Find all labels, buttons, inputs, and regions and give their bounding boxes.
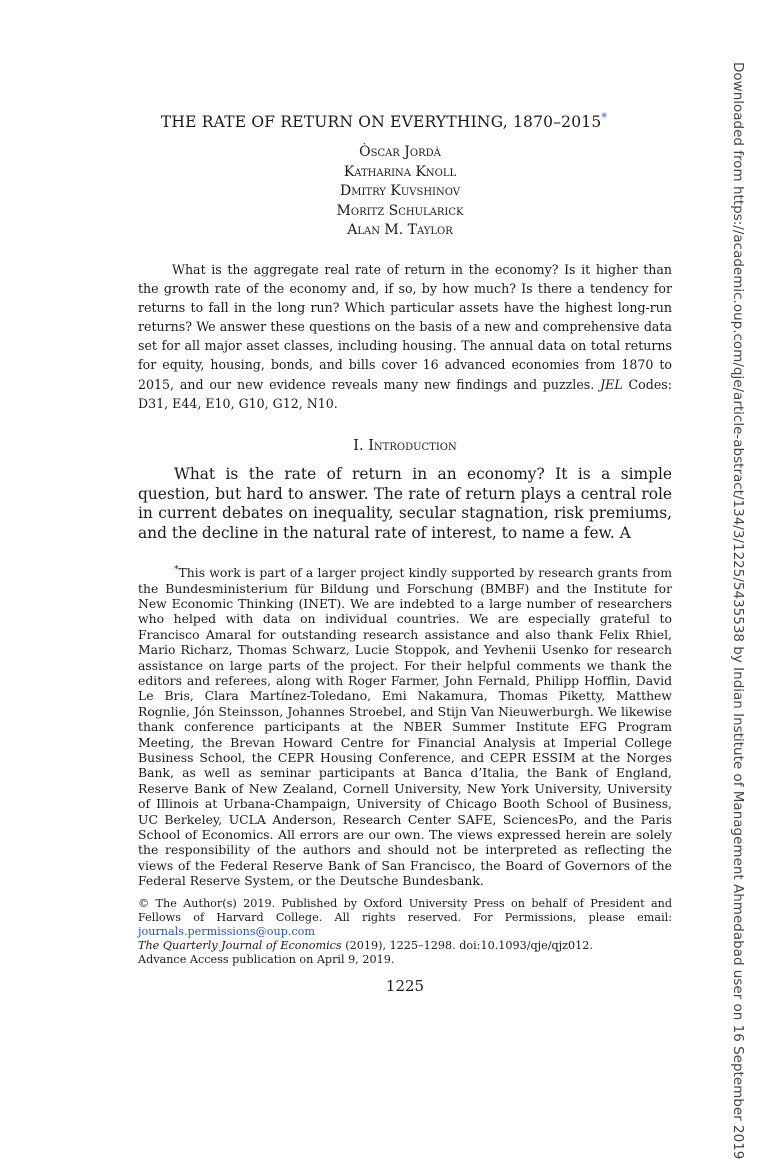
title-footnote-marker[interactable]: * <box>601 111 608 124</box>
copyright-block <box>138 897 672 967</box>
permissions-email-link[interactable]: journals.permissions@oup.com <box>138 925 316 938</box>
author-name: Dmitry Kuvshinov <box>340 183 460 199</box>
jel-codes: Codes: D31, E44, E10, G10, G12, N10. <box>138 376 672 411</box>
advance-access: Advance Access publication on April 9, 2019. <box>138 953 395 966</box>
download-banner: Downloaded from https://academic.oup.com/qje/article-abstract/134/3/1225/5435538 by Indian Institute of Management Ahmedabad user on 16 September 2019 <box>730 62 746 1159</box>
jel-label: JEL <box>600 376 623 392</box>
author-name: Alan M. Taylor <box>347 222 453 238</box>
footnote-marker: * <box>174 565 179 575</box>
journal-citation <box>138 939 672 953</box>
footnote-text: This work is part of a larger project kindly supported by research grants from the Bundesministerium für Bildung und Forschung (BMBF) and the Institute for New Economic Thinking (INET). We are indebted to a large number of researchers who helped with data on individual countries. We are especially grateful to Francisco Amaral for outstanding research assistance and also thank Felix Rhiel, Mario Richarz, Thomas Schwarz, Lucie Stoppok, and Yevhenii Usenko for research assistance on large parts of the project. For their helpful comments we thank the editors and referees, along with Roger Farmer, John Fernald, Philipp Hofflin, David Le Bris, Clara Martínez-Toledano, Emi Nakamura, Thomas Piketty, Matthew Rognlie, Jón Steinsson, Johannes Stroebel, and Stijn Van Nieuwerburgh. We likewise thank conference participants at the NBER Summer Institute EFG Program Meeting, the Brevan Howard Centre for Financial Analysis at Imperial College Business School, the CEPR Housing Conference, and CEPR ESSIM at the Norges Bank, as well as seminar participants at Banca d’Italia, the Bank of England, Reserve Bank of New Zealand, Cornell University, New York University, University of Illinois at Urbana-Champaign, University of Chicago Booth School of Business, UC Berkeley, UCLA Anderson, Research Center SAFE, SciencesPo, and the Paris School of Economics. All errors are our own. The views expressed herein are solely the responsibility of the authors and should not be interpreted as reflecting the views of the Federal Reserve Bank of San Francisco, the Board of Governors of the Federal Reserve System, or the Deutsche Bundesbank. <box>138 565 672 889</box>
author-name: Moritz Schularick <box>336 202 464 219</box>
author-name: Katharina Knoll <box>343 163 457 180</box>
page-number: 1225 <box>385 977 425 995</box>
title-text: THE RATE OF RETURN ON EVERYTHING, 1870–2015 <box>160 113 602 132</box>
section-title: Introduction <box>368 438 457 454</box>
acknowledgement-footnote <box>138 563 672 889</box>
abstract-text: What is the aggregate real rate of return in the economy? Is it higher than the growth rate of the economy and, if so, by how much? Is there a tendency for returns to fall in the long run? Which particular assets have the highest long-run returns? We answer these questions on the basis of a new and comprehensive data set for all major asset classes, including housing. The annual data on total returns for equity, housing, bonds, and bills cover 16 advanced economies from 1870 to 2015, and our new evidence reveals many new findings and puzzles. <box>138 262 672 392</box>
intro-paragraph: What is the rate of return in an economy? It is a simple question, but hard to answer. The rate of return plays a central role in current debates on inequality, secular stagnation, risk premiums, and the decline in the natural rate of interest, to name a few. A <box>138 465 672 542</box>
copyright-text: © The Author(s) 2019. Published by Oxford University Press on behalf of President and Fellows of Harvard College. All rights reserved. For Permissions, please email: <box>138 897 672 924</box>
section-number: I. <box>353 438 364 454</box>
citation-details: (2019), 1225–1298. doi:10.1093/qje/qjz012. <box>345 939 593 952</box>
author-list <box>0 143 768 241</box>
copyright-notice <box>138 897 672 939</box>
author-name: Òscar Jordà <box>359 144 441 160</box>
section-heading <box>0 438 768 454</box>
abstract <box>138 260 672 413</box>
paper-title <box>0 111 768 131</box>
journal-name: The Quarterly Journal of Economics <box>138 939 342 952</box>
